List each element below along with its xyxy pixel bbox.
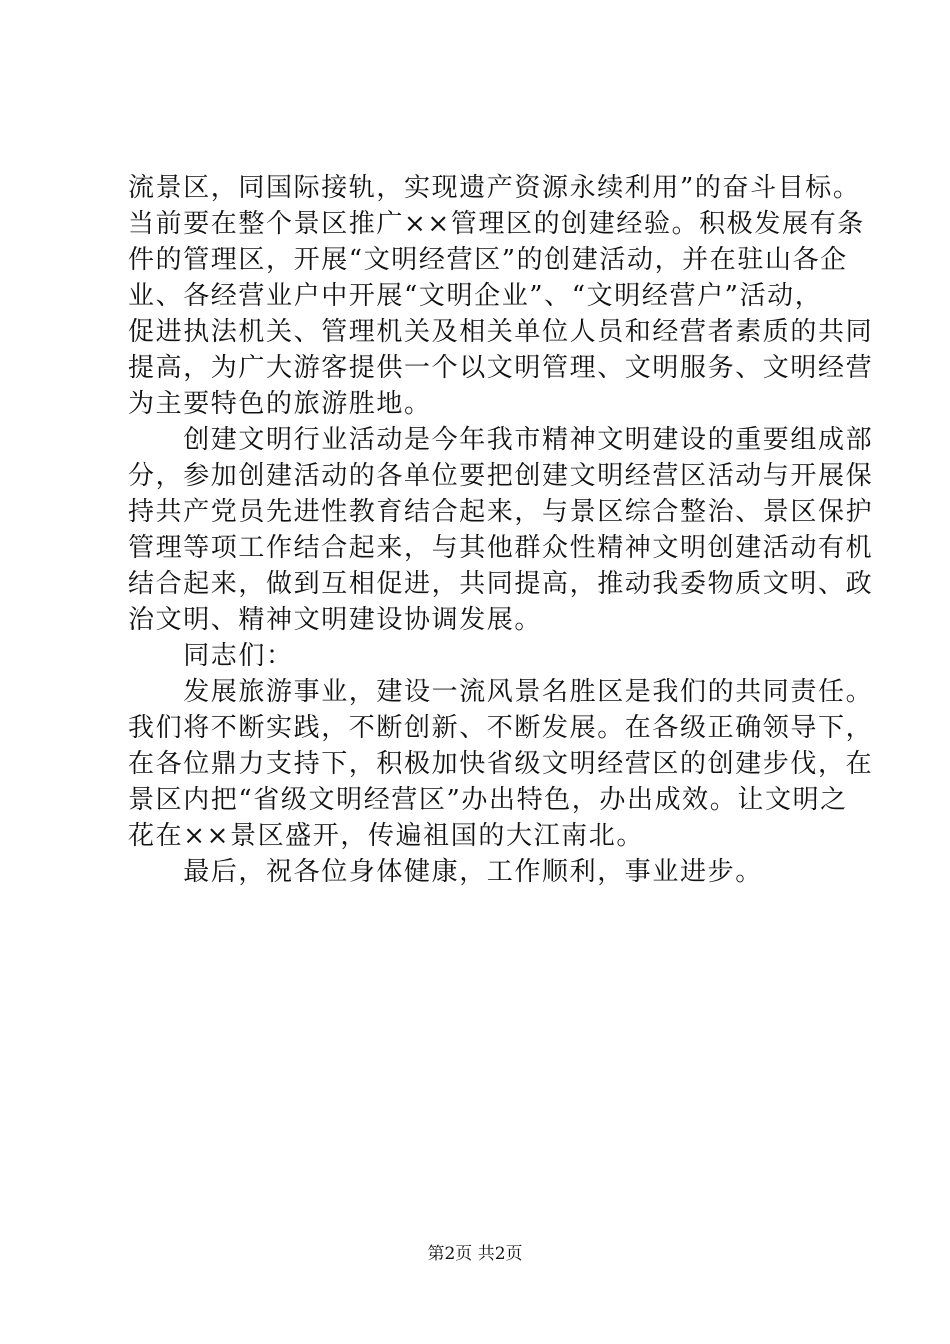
text-line: 花在××景区盛开，传遍祖国的大江南北。 — [128, 821, 644, 851]
text-line: 治文明、精神文明建设协调发展。 — [128, 605, 543, 635]
text-line: 我们将不断实践，不断创新、不断发展。在各级正确领导下， — [128, 713, 874, 743]
text-line: 创建文明行业活动是今年我市精神文明建设的重要组成部 — [128, 425, 874, 455]
text-line: 同志们： — [128, 641, 294, 671]
text-line: 最后，祝各位身体健康，工作顺利，事业进步。 — [128, 857, 763, 887]
text-line: 流景区，同国际接轨，实现遗产资源永续利用”的奋斗目标。 — [128, 173, 861, 203]
text-line: 景区内把“省级文明经营区”办出特色，办出成效。让文明之 — [128, 785, 848, 815]
body-text — [128, 170, 874, 890]
text-line: 管理等项工作结合起来，与其他群众性精神文明创建活动有机 — [128, 533, 874, 563]
page-number-footer: 第2页 共2页 — [427, 1244, 523, 1264]
text-line: 业、各经营业户中开展“文明企业”、“文明经营户”活动， — [128, 281, 823, 311]
text-line: 发展旅游事业，建设一流风景名胜区是我们的共同责任。 — [128, 677, 874, 707]
text-line: 结合起来，做到互相促进，共同提高，推动我委物质文明、政 — [128, 569, 874, 599]
text-line: 为主要特色的旅游胜地。 — [128, 389, 432, 419]
text-line: 当前要在整个景区推广××管理区的创建经验。积极发展有条 — [128, 209, 865, 239]
text-line: 持共产党员先进性教育结合起来，与景区综合整治、景区保护 — [128, 497, 874, 527]
text-line: 分，参加创建活动的各单位要把创建文明经营区活动与开展保 — [128, 461, 874, 491]
text-line: 促进执法机关、管理机关及相关单位人员和经营者素质的共同 — [128, 317, 874, 347]
text-line: 件的管理区，开展“文明经营区”的创建活动，并在驻山各企 — [128, 245, 848, 275]
text-line: 提高，为广大游客提供一个以文明管理、文明服务、文明经营 — [128, 353, 874, 383]
text-line: 在各位鼎力支持下，积极加快省级文明经营区的创建步伐，在 — [128, 749, 874, 779]
